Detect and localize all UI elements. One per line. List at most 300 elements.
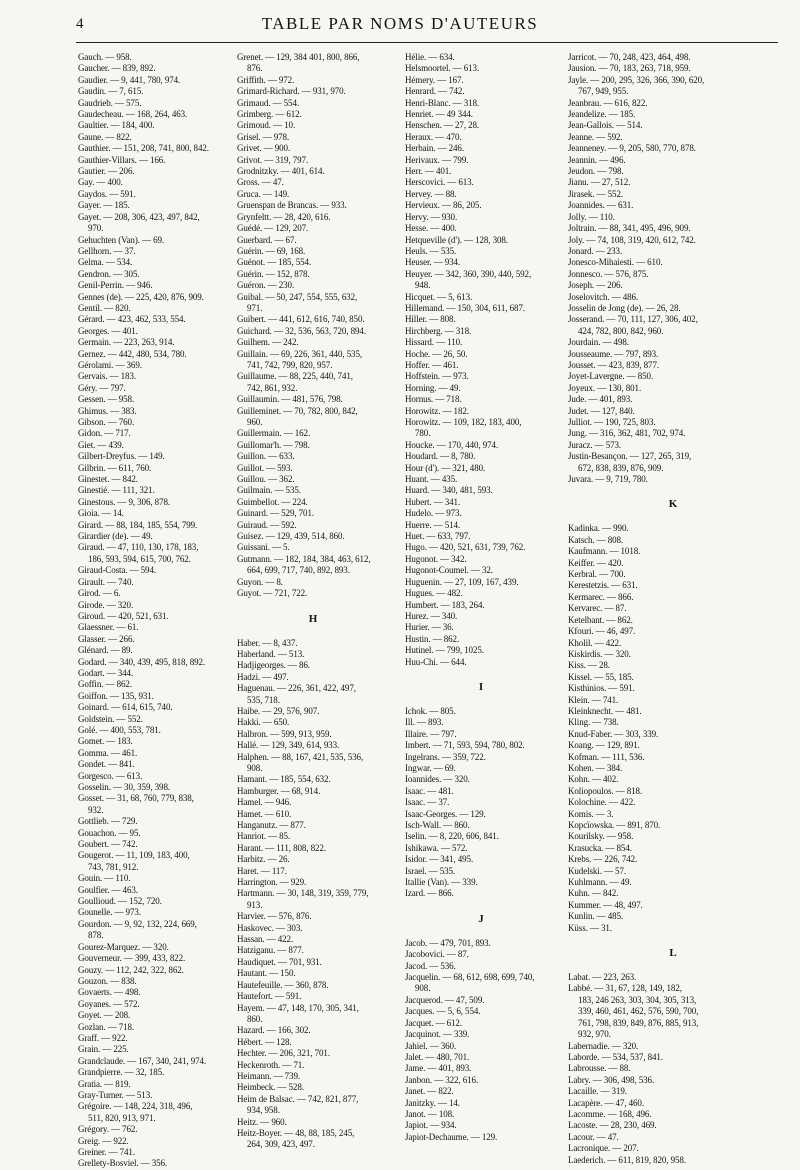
index-entry: Joyeux. — 130, 801. xyxy=(568,382,642,393)
index-entry: Lacronique. — 207. xyxy=(568,1143,639,1154)
index-entry: Gibson. — 760. xyxy=(78,417,135,427)
index-entry: Goinard. — 614, 615, 740. xyxy=(78,702,173,713)
index-entry: Jarricot. — 70, 248, 423, 464, 498. xyxy=(568,52,691,62)
index-entry: Haskovec. — 303. xyxy=(237,922,303,933)
index-entry: Hassan. — 422. xyxy=(237,934,294,945)
index-entry: Jacod. — 536. xyxy=(405,960,456,971)
index-entry: Herr. — 401. xyxy=(405,166,452,177)
index-entry: Jonesco-Mihaiesti. — 610. xyxy=(568,257,663,268)
index-entry: Isaac-Georges. — 129. xyxy=(405,808,486,819)
index-entry: Joselovitch. — 486. xyxy=(568,291,639,302)
index-entry: Hakki. — 650. xyxy=(237,717,290,728)
index-entry: Jeanbrau. — 616, 822. xyxy=(568,97,648,108)
index-entry: Gourdon. — 9, 92, 132, 224, 669, xyxy=(78,918,197,929)
index-entry: Herbain. — 246. xyxy=(405,143,464,154)
index-entry: Grellety-Bosviel. — 356. xyxy=(78,1158,168,1169)
index-entry: Kaufmann. — 1018. xyxy=(568,546,641,557)
index-entry: Heraux. — 470. xyxy=(405,131,462,142)
index-entry: Gay. — 400. xyxy=(78,177,123,188)
index-entry: Guilhem. — 242. xyxy=(237,337,299,348)
index-entry: Harant. — 111, 808, 822. xyxy=(237,842,326,853)
index-entry: Govaerts. — 498. xyxy=(78,987,141,998)
index-entry: Janbon. — 322, 616. xyxy=(405,1074,479,1085)
index-entry: Kadinka. — 990. xyxy=(568,523,629,534)
index-entry-continuation: 908. xyxy=(247,762,263,773)
index-entry-continuation: 511, 820, 913, 971. xyxy=(88,1112,156,1123)
index-entry: Heuser. — 934. xyxy=(405,257,461,268)
header-rule xyxy=(76,42,778,43)
index-entry: Haudiquet. — 701, 931. xyxy=(237,956,322,967)
index-entry: Gozlan. — 718. xyxy=(78,1021,135,1032)
index-entry: Glasser. — 266. xyxy=(78,633,135,644)
index-entry-continuation: 672, 838, 839, 876, 909. xyxy=(578,462,664,473)
index-entry: Hesse. — 400. xyxy=(405,223,457,234)
index-entry: Isaac. — 37. xyxy=(405,797,450,808)
index-entry: Haberland. — 513. xyxy=(237,648,305,659)
index-entry: Houdard. — 8, 780. xyxy=(405,451,476,462)
index-entry: Gouin. — 110. xyxy=(78,873,131,884)
index-entry: Labbé. — 31, 67, 128, 149, 182, xyxy=(568,983,682,994)
index-entry: Jude. — 401, 893. xyxy=(568,394,633,405)
index-entry-continuation: 742, 861, 932. xyxy=(247,382,298,393)
index-entry: Greig. — 922. xyxy=(78,1135,129,1146)
index-entry: Heitz. — 960. xyxy=(237,1116,287,1127)
index-entry: Godard. — 340, 439, 495, 818, 892. xyxy=(78,656,206,667)
index-entry: Girod. — 6. xyxy=(78,588,121,599)
index-entry: Guillon. — 633. xyxy=(237,451,295,462)
index-column-1 xyxy=(78,52,230,1170)
index-entry: Kohn. — 402. xyxy=(568,774,619,785)
index-entry: Hoche. — 26, 50. xyxy=(405,348,468,359)
index-entry: Israel. — 535. xyxy=(405,865,456,876)
index-entry: Greiner. — 741. xyxy=(78,1147,135,1157)
index-entry: Guillou. — 362. xyxy=(237,474,295,485)
index-entry: Kolochine. — 422. xyxy=(568,797,636,808)
index-entry: Knud-Faber. — 303, 339. xyxy=(568,728,659,739)
index-entry: Jonard. — 233. xyxy=(568,245,623,256)
index-entry: Hanriot. — 85. xyxy=(237,831,291,842)
index-entry: Guyon. — 8. xyxy=(237,576,283,587)
index-entry: Illaire. — 797. xyxy=(405,728,457,739)
index-entry: Laborde. — 534, 537, 841. xyxy=(568,1051,663,1062)
index-entry: Hatziganu. — 877. xyxy=(237,945,304,956)
index-entry: Jacques. — 5, 6, 554. xyxy=(405,1006,481,1017)
index-entry: Giraud. — 47, 110, 130, 178, 183, xyxy=(78,542,199,553)
index-entry: Gutmann. — 182, 184, 384, 463, 612, xyxy=(237,553,371,564)
index-entry-continuation: 264, 309, 423, 497. xyxy=(247,1139,315,1150)
index-entry: Hamel. — 946. xyxy=(237,797,292,808)
index-entry: Kourilsky. — 958. xyxy=(568,831,634,842)
index-entry: Gérolami. — 369. xyxy=(78,359,142,370)
index-entry: Guillain. — 69, 226, 361, 440, 535, xyxy=(237,348,362,359)
index-entry: Hugonot-Coumel. — 32. xyxy=(405,565,493,576)
index-entry: Genil-Perrin. — 946. xyxy=(78,280,153,291)
index-entry: Gaudrieb. — 575. xyxy=(78,97,142,108)
index-entry: Hervy. — 930. xyxy=(405,211,458,222)
index-entry: Heitz-Boyer. — 48, 88, 185, 245, xyxy=(237,1127,355,1138)
index-entry: Guiraud. — 592. xyxy=(237,519,297,530)
index-entry: Hoffer. — 461. xyxy=(405,359,459,370)
index-entry: Guérin. — 69, 168. xyxy=(237,245,306,256)
index-entry: Hayem. — 47, 148, 170, 305, 341, xyxy=(237,1002,359,1013)
index-entry: Jacquerod. — 47, 509. xyxy=(405,994,485,1005)
index-entry: Janet. — 822. xyxy=(405,1086,454,1097)
index-entry: Judet. — 127, 840. xyxy=(568,405,635,416)
index-entry: Gosset. — 31, 68, 760, 779, 838, xyxy=(78,793,194,804)
section-letter-heading: J xyxy=(478,912,484,925)
index-entry: Gaultier. — 184, 400. xyxy=(78,120,155,131)
index-entry: Katsch. — 808. xyxy=(568,534,624,545)
index-entry: Hadzi. — 497. xyxy=(237,671,289,682)
index-entry: Goubert. — 742. xyxy=(78,839,138,850)
index-entry: Ketelbant. — 862. xyxy=(568,614,633,625)
index-entry: Guénot. — 185, 554. xyxy=(237,257,312,268)
index-entry: Kisthinios. — 591. xyxy=(568,683,635,694)
index-entry: Henschen. — 27, 28. xyxy=(405,120,480,131)
index-entry: Joly. — 74, 108, 319, 420, 612, 742. xyxy=(568,234,696,245)
index-entry: Joannides. — 631. xyxy=(568,200,634,211)
index-entry: Gomet. — 183. xyxy=(78,736,133,747)
index-entry: Heuls. — 535. xyxy=(405,245,457,256)
index-entry-continuation: 913. xyxy=(247,899,263,910)
index-entry: Grégory. — 762. xyxy=(78,1124,138,1135)
index-entry: Hallé. — 129, 349, 614, 933. xyxy=(237,740,340,751)
index-entry: Hervey. — 88. xyxy=(405,188,457,199)
index-entry: Gauthier. — 151, 208, 741, 800, 842. xyxy=(78,143,209,154)
index-entry: Juracz. — 573. xyxy=(568,439,622,450)
index-entry: Jean-Gallois. — 514. xyxy=(568,120,643,131)
index-entry-continuation: 971. xyxy=(247,302,263,313)
index-entry: Gauch. — 958. xyxy=(78,52,132,62)
index-entry: Kuhlmann. — 49. xyxy=(568,877,632,888)
index-entry: Giet. — 439. xyxy=(78,439,124,450)
index-entry: Henrard. — 742. xyxy=(405,86,465,97)
index-entry: Hoffstein. — 973. xyxy=(405,371,469,382)
index-entry: Gouzon. — 838. xyxy=(78,975,137,986)
index-entry: Gessen. — 958. xyxy=(78,394,135,405)
index-entry: Grain. — 225. xyxy=(78,1044,129,1055)
index-entry: Heimbeck. — 528. xyxy=(237,1082,304,1093)
index-entry: Hillemand. — 150, 304, 611, 687. xyxy=(405,302,525,313)
index-entry: Hélie. — 634. xyxy=(405,52,455,62)
index-entry: Izard. — 866. xyxy=(405,888,454,899)
index-entry: Hugo. — 420, 521, 631, 739, 762. xyxy=(405,542,526,553)
index-entry: Guisez. — 129, 439, 514, 860. xyxy=(237,531,345,542)
index-entry: Huet. — 633, 797. xyxy=(405,531,471,542)
index-entry: Hébert. — 128. xyxy=(237,1036,292,1047)
index-entry: Girode. — 320. xyxy=(78,599,134,610)
index-entry: Gondet. — 841. xyxy=(78,759,135,770)
section-letter-heading: L xyxy=(669,947,677,960)
index-entry: Lacoste. — 28, 230, 469. xyxy=(568,1120,657,1131)
index-entry: Jacob. — 479, 701, 893. xyxy=(405,937,491,948)
index-entry: Gernez. — 442, 480, 534, 780. xyxy=(78,348,187,359)
index-entry: Griffith. — 972. xyxy=(237,74,295,85)
index-entry: Justin-Besançon. — 127, 265, 319, xyxy=(568,451,692,462)
index-entry: Hamet. — 610. xyxy=(237,808,292,819)
index-column-2 xyxy=(237,52,389,1151)
index-entry: Josselin de Jong (de). — 26, 28. xyxy=(568,302,681,313)
index-entry: Heim de Balsac. — 742, 821, 877, xyxy=(237,1093,359,1104)
index-entry: Grimoud. — 10. xyxy=(237,120,296,131)
index-entry: Gottlieb. — 729. xyxy=(78,816,138,827)
index-entry: Hirchberg. — 318. xyxy=(405,325,472,336)
index-entry: Jalet. — 480, 701. xyxy=(405,1051,470,1062)
index-entry: Godart. — 344. xyxy=(78,667,134,678)
index-entry: Labat. — 223, 263. xyxy=(568,972,637,983)
index-entry: Lacour. — 47. xyxy=(568,1131,619,1142)
index-entry: Kleinknecht. — 481. xyxy=(568,705,642,716)
index-entry: Imbert. — 71, 593, 594, 780, 802. xyxy=(405,740,525,751)
index-entry: Gouachon. — 95. xyxy=(78,827,141,838)
index-entry: Guéron. — 230. xyxy=(237,280,295,291)
page-number: 4 xyxy=(76,16,84,32)
index-entry: Jacquinot. — 339. xyxy=(405,1029,470,1040)
index-entry: Kummer. — 48, 497. xyxy=(568,899,643,910)
index-entry: Grodnitzky. — 401, 614. xyxy=(237,166,325,177)
index-entry: Gaucher. — 839, 892. xyxy=(78,63,156,74)
index-entry: Gentil. — 820. xyxy=(78,302,131,313)
index-entry: Hautefeuille. — 360, 878. xyxy=(237,979,329,990)
index-entry: Hazard. — 166, 302. xyxy=(237,1025,311,1036)
index-entry: Huard. — 340, 481, 593. xyxy=(405,485,493,496)
index-entry-continuation: 741, 742, 799, 820, 957. xyxy=(247,359,333,370)
index-entry: Goffin. — 862. xyxy=(78,679,132,690)
index-entry: Ghimus. — 383. xyxy=(78,405,137,416)
index-entry: Jung. — 316, 362, 481, 702, 974. xyxy=(568,428,686,439)
index-entry: Keiffer. — 420. xyxy=(568,557,624,568)
index-entry: Gaudecheau. — 168, 264, 463. xyxy=(78,109,188,120)
index-entry: Joseph. — 206. xyxy=(568,280,623,291)
index-entry: Haguenau. — 226, 361, 422, 497, xyxy=(237,683,356,694)
index-entry: Goldstein. — 552. xyxy=(78,713,143,724)
index-entry: Gross. — 47. xyxy=(237,177,284,188)
index-entry: Gaudin. — 7, 615. xyxy=(78,86,144,97)
index-entry: Guilleminet. — 70, 782, 800, 842, xyxy=(237,405,358,416)
index-entry: Isidor. — 341, 495. xyxy=(405,854,474,865)
section-letter-heading: I xyxy=(478,680,484,693)
index-entry: Guillomar'h. — 798. xyxy=(237,439,310,450)
index-entry-continuation: 186, 593, 594, 615, 700, 762. xyxy=(88,553,191,564)
index-entry: Iselin. — 8, 220, 606, 841. xyxy=(405,831,499,842)
index-entry: Jeanneney. — 9, 205, 580, 770, 878. xyxy=(568,143,696,154)
index-entry: Kermarec. — 866. xyxy=(568,591,634,602)
index-entry-continuation: 767, 949, 955. xyxy=(578,86,629,97)
index-entry: Jianu. — 27, 512. xyxy=(568,177,631,188)
index-entry: Kfouri. — 46, 497. xyxy=(568,626,636,637)
index-entry: Labrousse. — 88. xyxy=(568,1063,631,1074)
index-entry: Hartmann. — 30, 148, 319, 359, 779, xyxy=(237,888,369,899)
index-entry: Georges. — 401. xyxy=(78,325,138,336)
index-entry: Huant. — 435. xyxy=(405,474,458,485)
index-entry: Juvara. — 9, 719, 780. xyxy=(568,474,648,485)
index-entry: Jacquet. — 612. xyxy=(405,1017,462,1028)
index-entry: Lacaille. — 319. xyxy=(568,1086,627,1097)
index-entry: Hugonot. — 342. xyxy=(405,553,467,564)
index-entry: Gosselin. — 30, 359, 398. xyxy=(78,782,171,792)
index-entry: Hautefort. — 591. xyxy=(237,991,302,1002)
index-entry: Kunlin. — 485. xyxy=(568,911,624,922)
index-entry: Krebs. — 226, 742. xyxy=(568,854,638,865)
index-entry: Grivot. — 319, 797. xyxy=(237,154,309,165)
index-entry: Guibert. — 441, 612, 616, 740, 850. xyxy=(237,314,365,325)
index-entry: Grenet. — 129, 384 401, 800, 866, xyxy=(237,52,360,62)
index-entry: Jonnesco. — 576, 875. xyxy=(568,268,649,279)
index-entry: Küss. — 31. xyxy=(568,922,612,933)
index-entry: Ingwar. — 69. xyxy=(405,762,456,773)
index-entry: Guillaumin. — 481, 576, 798. xyxy=(237,394,343,405)
index-entry: Gray-Turner. — 513. xyxy=(78,1089,153,1100)
index-entry: Glaessner. — 61. xyxy=(78,622,139,633)
index-entry: Gioia. — 14. xyxy=(78,508,124,519)
index-entry: Labernadie. — 320. xyxy=(568,1040,639,1051)
index-entry: Germain. — 223, 263, 914. xyxy=(78,337,175,348)
index-entry: Gruenspan de Brancas. — 933. xyxy=(237,200,347,211)
index-entry: Hissard. — 110. xyxy=(405,337,463,348)
index-entry: Hanganutz. — 877. xyxy=(237,820,306,830)
index-entry: Goyanes. — 572. xyxy=(78,998,140,1009)
index-entry: Halphen. — 88, 167, 421, 535, 536, xyxy=(237,751,364,762)
index-entry: Haret. — 117. xyxy=(237,865,287,876)
index-entry: Herivaux. — 799. xyxy=(405,154,469,165)
index-entry-continuation: 183, 246 263, 303, 304, 305, 313, xyxy=(578,994,697,1005)
index-entry: Julliot. — 190, 725, 803. xyxy=(568,417,656,427)
index-entry: Gervais. — 183. xyxy=(78,371,136,382)
index-entry: Gourez-Marquez. — 320. xyxy=(78,941,169,952)
index-entry: Guillermain. — 162. xyxy=(237,428,311,439)
index-entry: Heimann. — 739. xyxy=(237,1070,300,1081)
index-entry: Gendron. — 305. xyxy=(78,268,140,279)
index-entry: Guerbard. — 67. xyxy=(237,234,297,245)
index-entry: Hicquet. — 5, 613. xyxy=(405,291,473,302)
index-entry: Grynfeltt. — 28, 420, 616. xyxy=(237,211,331,222)
index-entry: Hugues. — 482. xyxy=(405,588,463,599)
index-column-4 xyxy=(568,52,778,1166)
index-entry: Guinard. — 529, 701. xyxy=(237,508,314,519)
index-entry: Ichok. — 805. xyxy=(405,705,456,716)
index-entry-continuation: 948. xyxy=(415,280,431,291)
index-entry: Hiller. — 808. xyxy=(405,314,456,325)
index-entry: Japiot. — 934. xyxy=(405,1120,457,1131)
index-entry: Hurier. — 36. xyxy=(405,622,454,633)
index-entry-continuation: 970. xyxy=(88,223,104,234)
index-entry: Hubert. — 341. xyxy=(405,496,461,507)
index-entry: Guillot. — 593. xyxy=(237,462,293,473)
index-entry: Ingelrans. — 359, 722. xyxy=(405,751,486,762)
index-entry: Jausion. — 70, 183, 263, 718, 959. xyxy=(568,63,691,74)
index-entry: Giroud. — 420, 521, 631. xyxy=(78,610,169,621)
index-entry: Gaune. — 822. xyxy=(78,131,132,142)
section-letter-heading: K xyxy=(668,498,678,511)
index-entry: Gomma. — 461. xyxy=(78,747,138,758)
index-entry-continuation: 535, 718. xyxy=(247,694,280,705)
index-entry-continuation: 860. xyxy=(247,1013,263,1024)
index-entry: Hechter. — 206, 321, 701. xyxy=(237,1048,330,1059)
index-entry: Humbert. — 183, 264. xyxy=(405,599,485,610)
index-entry: Girault. — 740. xyxy=(78,576,134,587)
index-entry-continuation: 743, 781, 912. xyxy=(88,861,139,872)
index-entry: Kervarec. — 87. xyxy=(568,603,627,614)
index-entry: Gellhorn. — 37. xyxy=(78,245,136,256)
index-entry: Gehuchten (Van). — 69. xyxy=(78,234,165,245)
index-entry: Horowitz. — 182. xyxy=(405,405,469,416)
index-entry: Gruca. — 149. xyxy=(237,188,290,199)
index-entry: Haber. — 8, 437. xyxy=(237,637,298,648)
index-entry: Japiot-Dechaume. — 129. xyxy=(405,1131,498,1142)
index-entry: Guissani. — 5. xyxy=(237,542,290,553)
index-entry: Horning. — 49. xyxy=(405,382,461,393)
index-entry: Kholil. — 422. xyxy=(568,637,622,648)
index-entry: Hamburger. — 68, 914. xyxy=(237,785,321,796)
index-entry: Hutinel. — 799, 1025. xyxy=(405,645,484,656)
index-entry: Ioannides. — 320. xyxy=(405,774,470,785)
index-entry: Guimbellot. — 224. xyxy=(237,496,308,507)
section-letter-heading: H xyxy=(308,612,318,625)
index-entry: Graff. — 922. xyxy=(78,1032,128,1043)
index-entry: Gouverneur. — 399, 433, 822. xyxy=(78,953,186,964)
index-entry: Gennes (de). — 225, 420, 876, 909. xyxy=(78,291,204,302)
index-entry: Jousseaume. — 797, 893. xyxy=(568,348,659,359)
index-entry: Golé. — 400, 553, 781. xyxy=(78,724,161,735)
index-entry: Guilmain. — 535. xyxy=(237,485,301,496)
index-entry: Gauthier-Villars. — 166. xyxy=(78,154,166,165)
index-entry: Komis. — 3. xyxy=(568,808,614,819)
index-entry: Horowitz. — 109, 182, 183, 400, xyxy=(405,417,522,427)
index-entry: Josserand. — 70, 111, 127, 306, 402, xyxy=(568,314,698,325)
index-entry: Gougerot. — 11, 109, 183, 400, xyxy=(78,850,190,861)
index-entry: Gidon. — 717. xyxy=(78,428,131,439)
index-entry: Jacobovici. — 87. xyxy=(405,949,469,960)
index-entry: Gorgesco. — 613. xyxy=(78,770,143,781)
index-entry: Gayet. — 208, 306, 423, 497, 842, xyxy=(78,211,200,222)
index-entry: Kohen. — 384. xyxy=(568,762,623,773)
index-entry: Goullioud. — 152, 720. xyxy=(78,896,162,907)
index-entry: Gounelle. — 973. xyxy=(78,907,141,918)
index-entry: Halbron. — 599, 913, 959. xyxy=(237,728,332,739)
index-entry-continuation: 960. xyxy=(247,417,263,427)
index-entry: Janitzky. — 14. xyxy=(405,1097,460,1108)
index-entry: Guérin. — 152, 878. xyxy=(237,268,310,279)
index-entry: Heuyer. — 342, 360, 390, 440, 592, xyxy=(405,268,532,279)
index-entry: Henriet. — 49 344. xyxy=(405,109,473,120)
index-entry: Hémery. — 167. xyxy=(405,74,464,85)
index-entry: Hour (d'). — 321, 480. xyxy=(405,462,486,473)
index-column-3 xyxy=(405,52,557,1143)
index-entry: Hornus. — 718. xyxy=(405,394,462,405)
index-entry: Grimaud. — 554. xyxy=(237,97,299,108)
index-entry: Herscovici. — 613. xyxy=(405,177,474,188)
index-entry: Jacquelin. — 68, 612, 698, 699, 740, xyxy=(405,972,535,983)
index-entry: Grivet. — 900. xyxy=(237,143,291,154)
index-entry: Laederich. — 611, 819, 820, 958. xyxy=(568,1154,686,1165)
index-entry: Itallie (Van). — 339. xyxy=(405,877,478,888)
index-entry: Gouzy. — 112, 242, 322, 862. xyxy=(78,964,184,975)
index-entry: Gayer. — 185. xyxy=(78,200,130,211)
index-entry: Houcke. — 170, 440, 974. xyxy=(405,439,499,450)
index-entry: Lacomme. — 168, 496. xyxy=(568,1108,652,1119)
index-entry-continuation: 761, 798, 839, 849, 876, 885, 913, xyxy=(578,1017,699,1028)
index-entry: Klein. — 741. xyxy=(568,694,619,705)
index-entry: Gautier. — 206. xyxy=(78,166,135,177)
index-entry: Girard. — 88, 184, 185, 554, 799. xyxy=(78,519,198,530)
index-entry-continuation: 424, 782, 800, 842, 960. xyxy=(578,325,664,336)
index-entry: Goiffon. — 135, 931. xyxy=(78,690,154,701)
index-entry: Guédé. — 129, 207. xyxy=(237,223,309,234)
index-entry: Kissel. — 55, 185. xyxy=(568,671,634,682)
index-entry: Jeanne. — 592. xyxy=(568,131,623,142)
index-entry: Ginestous. — 9, 306, 878. xyxy=(78,496,171,507)
index-entry: Hautant. — 150. xyxy=(237,968,296,979)
